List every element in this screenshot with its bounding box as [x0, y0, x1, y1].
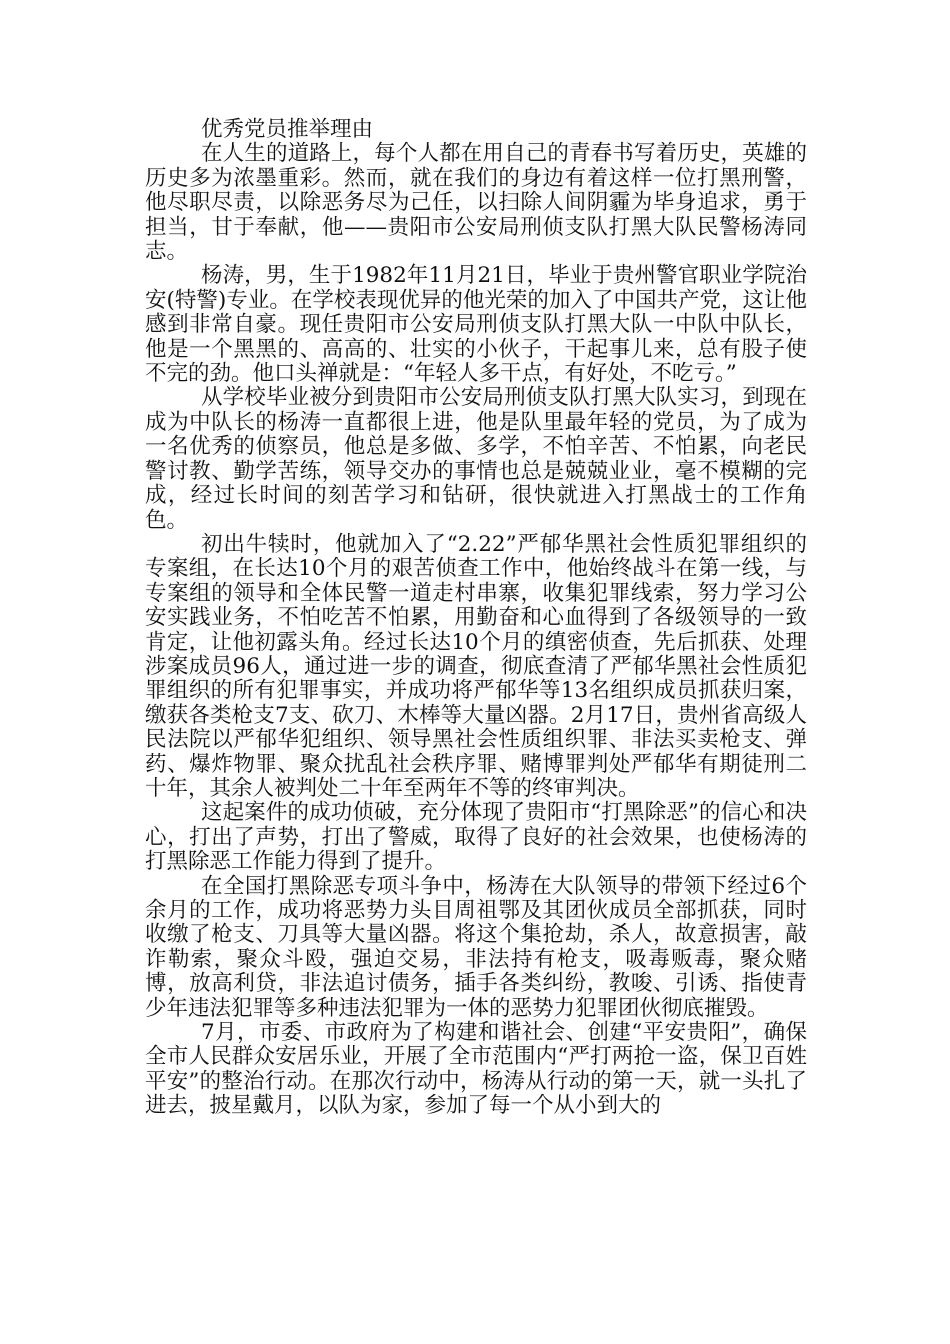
- paragraph-profile: 杨涛，男，生于1982年11月21日，毕业于贵州警官职业学院治安(特警)专业。在学校表现优异的他光荣的加入了中国共产党，这让他感到非常自豪。现任贵阳市公安局刑侦支队打黑大队一中队中队长，他是一个黑黑的、高高的、壮实的小伙子，干起事儿来，总有股子使不完的劲。他口头禅就是：“年轻人多干点，有好处，不吃亏。”: [145, 263, 807, 387]
- paragraph-growth: 从学校毕业被分到贵阳市公安局刑侦支队打黑大队实习，到现在成为中队长的杨涛一直都很上进，他是队里最年轻的党员，为了成为一名优秀的侦察员，他总是多做、多学，不怕辛苦、不怕累，向老民警讨教、勤学苦练，领导交办的事情也总是兢兢业业，毫不模糊的完成，经过长时间的刻苦学习和钻研，很快就进入打黑战士的工作角色。: [145, 385, 807, 533]
- paragraph-national-campaign: 在全国打黑除恶专项斗争中，杨涛在大队领导的带领下经过6个余月的工作，成功将恶势力头目周祖鄂及其团伙成员全部抓获，同时收缴了枪支、刀具等大量凶器。将这个集抢劫，杀人，故意损害，敲诈勒索，聚众斗殴，强迫交易，非法持有枪支，吸毒贩毒，聚众赌博，放高利贷，非法追讨债务，插手各类纠纷，教唆、引诱、指使青少年违法犯罪等多种违法犯罪为一体的恶势力犯罪团伙彻底摧毁。: [145, 873, 807, 1021]
- paragraph-july-action: 7月，市委、市政府为了构建和谐社会、创建“平安贵阳”，确保全市人民群众安居乐业，开展了全市范围内“严打两抢一盗，保卫百姓平安”的整治行动。在那次行动中，杨涛从行动的第一天，就一头扎了进去，披星戴月，以队为家，参加了每一个从小到大的: [145, 1020, 807, 1119]
- paragraph-case-222: 初出牛犊时，他就加入了“2.22”严郁华黑社会性质犯罪组织的专案组，在长达10个月的艰苦侦查工作中，他始终战斗在第一线，与专案组的领导和全体民警一道走村串寨，收集犯罪线索，努力学习公安实践业务，不怕吃苦不怕累，用勤奋和心血得到了各级领导的一致肯定，让他初露头角。经过长达10个月的缜密侦查，先后抓获、处理涉案成员96人，通过进一步的调查，彻底查清了严郁华黑社会性质犯罪组织的所有犯罪事实，并成功将严郁华等13名组织成员抓获归案，缴获各类枪支7支、砍刀、木棒等大量凶器。2月17日，贵州省高级人民法院以严郁华犯组织、领导黑社会性质组织罪、非法买卖枪支、弹药、爆炸物罪、聚众扰乱社会秩序罪、赌博罪判处严郁华有期徒刑二十年，其余人被判处二十年至两年不等的终审判决。: [145, 531, 807, 801]
- document-page: [145, 118, 807, 1119]
- paragraph-intro: 在人生的道路上，每个人都在用自己的青春书写着历史，英雄的历史多为浓墨重彩。然而，就在我们的身边有着这样一位打黑刑警，他尽职尽责，以除恶务尽为己任，以扫除人间阴霾为毕身追求，勇于担当，甘于奉献，他——贵阳市公安局刑侦支队打黑大队民警杨涛同志。: [145, 141, 807, 265]
- paragraph-case-result: 这起案件的成功侦破，充分体现了贵阳市“打黑除恶”的信心和决心，打出了声势，打出了警威，取得了良好的社会效果，也使杨涛的打黑除恶工作能力得到了提升。: [145, 800, 807, 875]
- document-title: 优秀党员推举理由: [201, 117, 374, 142]
